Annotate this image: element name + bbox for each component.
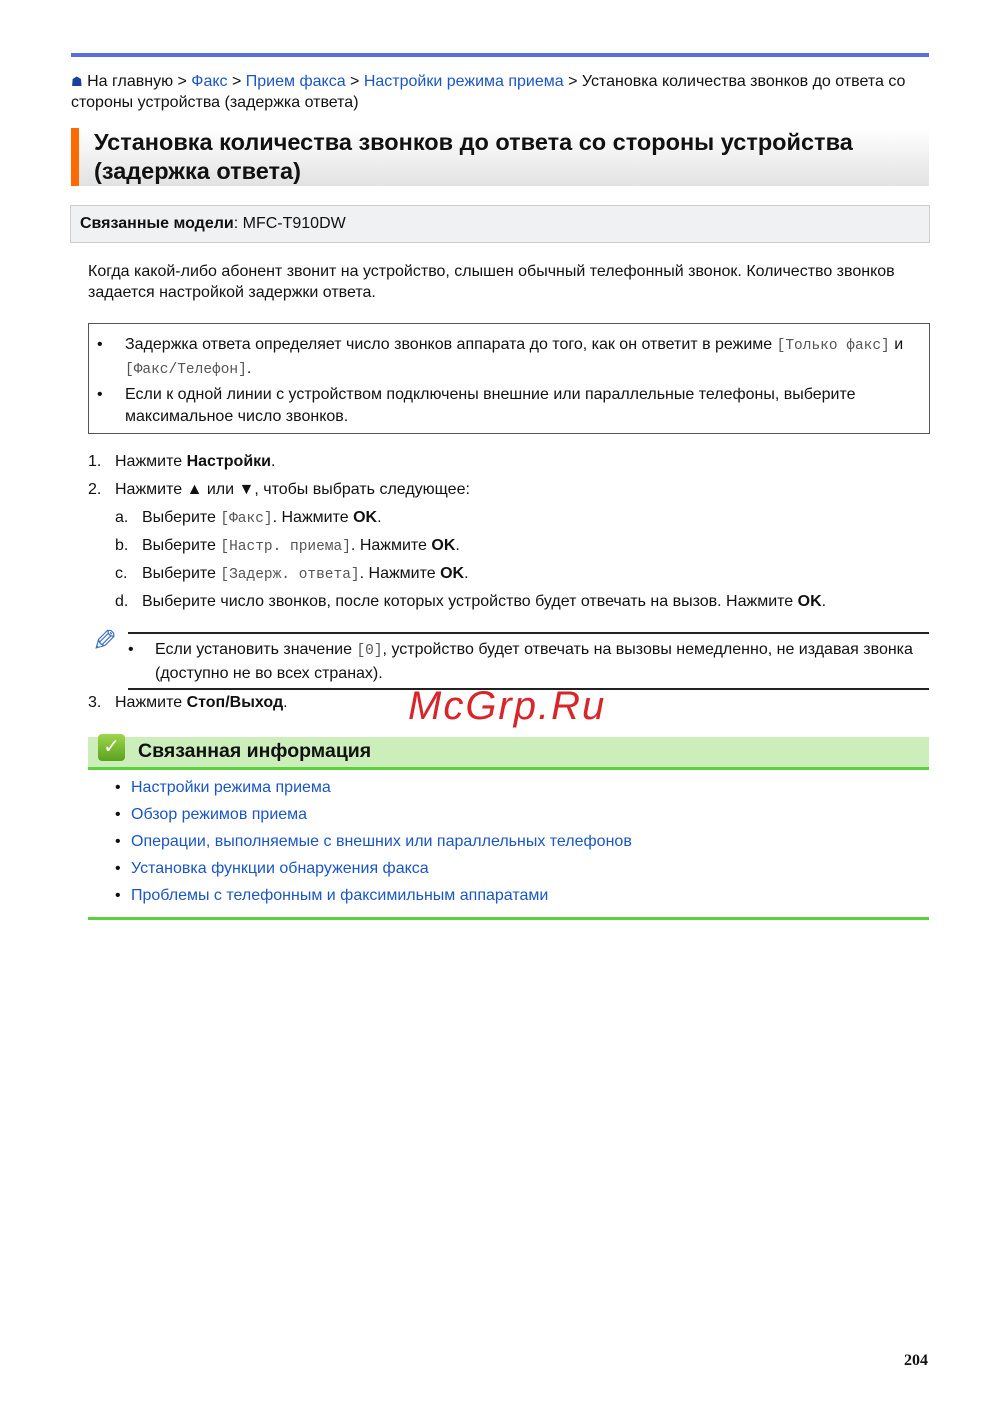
related-link-item: • Установка функции обнаружения факса: [115, 860, 429, 877]
page-title: Установка количества звонков до ответа со стороны устройства (задержка ответа): [71, 128, 929, 186]
models-value: MFC-T910DW: [242, 215, 346, 232]
related-link[interactable]: Проблемы с телефонным и факсимильным аппаратами: [131, 887, 549, 904]
models-label: Связанные модели: [80, 215, 234, 232]
breadcrumb-home[interactable]: На главную: [87, 73, 174, 90]
related-models: Связанные модели: MFC-T910DW: [70, 205, 930, 243]
step-text: Выберите число звонков, после которых устройство будет отвечать на вызов. Нажмите: [142, 593, 798, 610]
mono-value: [Факс/Телефон]: [125, 361, 247, 378]
step-key: OK: [440, 565, 465, 582]
note-box: [88, 323, 930, 434]
breadcrumb-sep: >: [563, 73, 582, 90]
related-link-item: • Настройки режима приема: [115, 779, 331, 796]
related-link[interactable]: Операции, выполняемые с внешних или параллельных телефонов: [131, 833, 632, 850]
step-key: Стоп/Выход: [186, 694, 284, 711]
step-text: .: [377, 509, 382, 526]
related-info-header: [88, 737, 929, 770]
note-item: • Задержка ответа определяет число звонков аппарата до того, как он ответит в режиме [Только факс] и [Факс/Телефон].: [97, 336, 904, 378]
step-key: OK: [353, 509, 378, 526]
step-number: 1.: [88, 453, 102, 470]
breadcrumb-current: Установка количества звонков до ответа со стороны устройства (задержка ответа): [71, 73, 906, 111]
step-number: a.: [115, 509, 129, 526]
note-item: • Если к одной линии с устройством подключены внешние или параллельные телефоны, выберите максимальное число звонков.: [97, 386, 856, 425]
note-box-2: [128, 632, 929, 690]
breadcrumb-receive-mode[interactable]: Настройки режима приема: [363, 73, 564, 90]
step-text: .: [271, 453, 276, 470]
step-key: OK: [797, 593, 822, 610]
mono-value: [Факс]: [220, 511, 273, 527]
step-text: .: [821, 593, 827, 610]
breadcrumb-sep: >: [345, 73, 364, 90]
step-text: Выберите: [142, 565, 221, 582]
breadcrumb-fax-receive[interactable]: Прием факса: [245, 73, 346, 90]
home-icon[interactable]: ☗: [71, 74, 83, 89]
step-number: b.: [115, 537, 129, 554]
breadcrumb-sep: >: [227, 73, 246, 90]
step-text: . Нажмите: [350, 537, 432, 554]
step-number: c.: [115, 565, 128, 582]
note-item: • Если установить значение [0], устройство будет отвечать на вызовы немедленно, не издавая звонка (доступно не во всех странах).: [128, 641, 913, 682]
step-2a: [115, 508, 382, 529]
top-rule: [71, 53, 929, 57]
step-key: OK: [431, 537, 456, 554]
step-key: Настройки: [186, 453, 272, 470]
pencil-icon: ✎: [92, 625, 118, 658]
step-2: [88, 480, 470, 500]
related-link[interactable]: Установка функции обнаружения факса: [131, 860, 429, 877]
step-text: .: [464, 565, 469, 582]
note-text: Если установить значение: [155, 641, 357, 658]
breadcrumb: [71, 71, 931, 113]
step-text: Выберите: [142, 537, 221, 554]
step-2d: [115, 592, 827, 612]
note-text: и: [889, 336, 904, 353]
step-1: [88, 452, 276, 472]
page-number: 204: [904, 1352, 928, 1369]
step-2c: [115, 564, 469, 585]
step-text: Выберите: [142, 509, 221, 526]
step-text: Нажмите: [115, 453, 187, 470]
mono-value: [0]: [356, 643, 383, 659]
related-link-item: • Проблемы с телефонным и факсимильным аппаратами: [115, 887, 549, 904]
step-text: .: [455, 537, 460, 554]
step-text: . Нажмите: [272, 509, 354, 526]
related-link[interactable]: Обзор режимов приема: [131, 806, 308, 823]
step-2b: [115, 536, 460, 557]
mono-value: [Только факс]: [776, 338, 890, 354]
mono-value: [Настр. приема]: [220, 539, 351, 555]
related-heading: Связанная информация: [138, 740, 372, 762]
watermark: McGrp.Ru: [408, 684, 607, 728]
note-text: Задержка ответа определяет число звонков аппарата до того, как он ответит в режиме: [125, 336, 777, 353]
step-number: d.: [115, 593, 129, 610]
bottom-rule: [88, 917, 929, 920]
mono-value: [Задерж. ответа]: [220, 567, 360, 583]
step-3: [88, 693, 288, 713]
step-text: .: [283, 694, 288, 711]
related-link-item: • Операции, выполняемые с внешних или параллельных телефонов: [115, 833, 632, 850]
breadcrumb-fax[interactable]: Факс: [191, 73, 228, 90]
related-link[interactable]: Настройки режима приема: [131, 779, 331, 796]
note-text: , устройство будет отвечать на вызовы немедленно, не издавая звонка (доступно не во всех странах).: [155, 641, 913, 682]
related-link-item: • Обзор режимов приема: [115, 806, 308, 823]
step-text: Нажмите ▲ или ▼, чтобы выбрать следующее:: [115, 481, 470, 498]
step-text: . Нажмите: [359, 565, 441, 582]
step-text: Нажмите: [115, 694, 187, 711]
note-text: .: [246, 359, 252, 377]
note-text: Если к одной линии с устройством подключены внешние или параллельные телефоны, выберите максимальное число звонков.: [125, 386, 856, 425]
checkmark-icon: ✓: [98, 734, 125, 761]
intro-text: Когда какой-либо абонент звонит на устройство, слышен обычный телефонный звонок. Количество звонков задается настройкой задержки ответа.: [88, 263, 895, 301]
step-number: 3.: [88, 694, 102, 711]
breadcrumb-sep: >: [173, 73, 192, 90]
step-number: 2.: [88, 481, 102, 498]
